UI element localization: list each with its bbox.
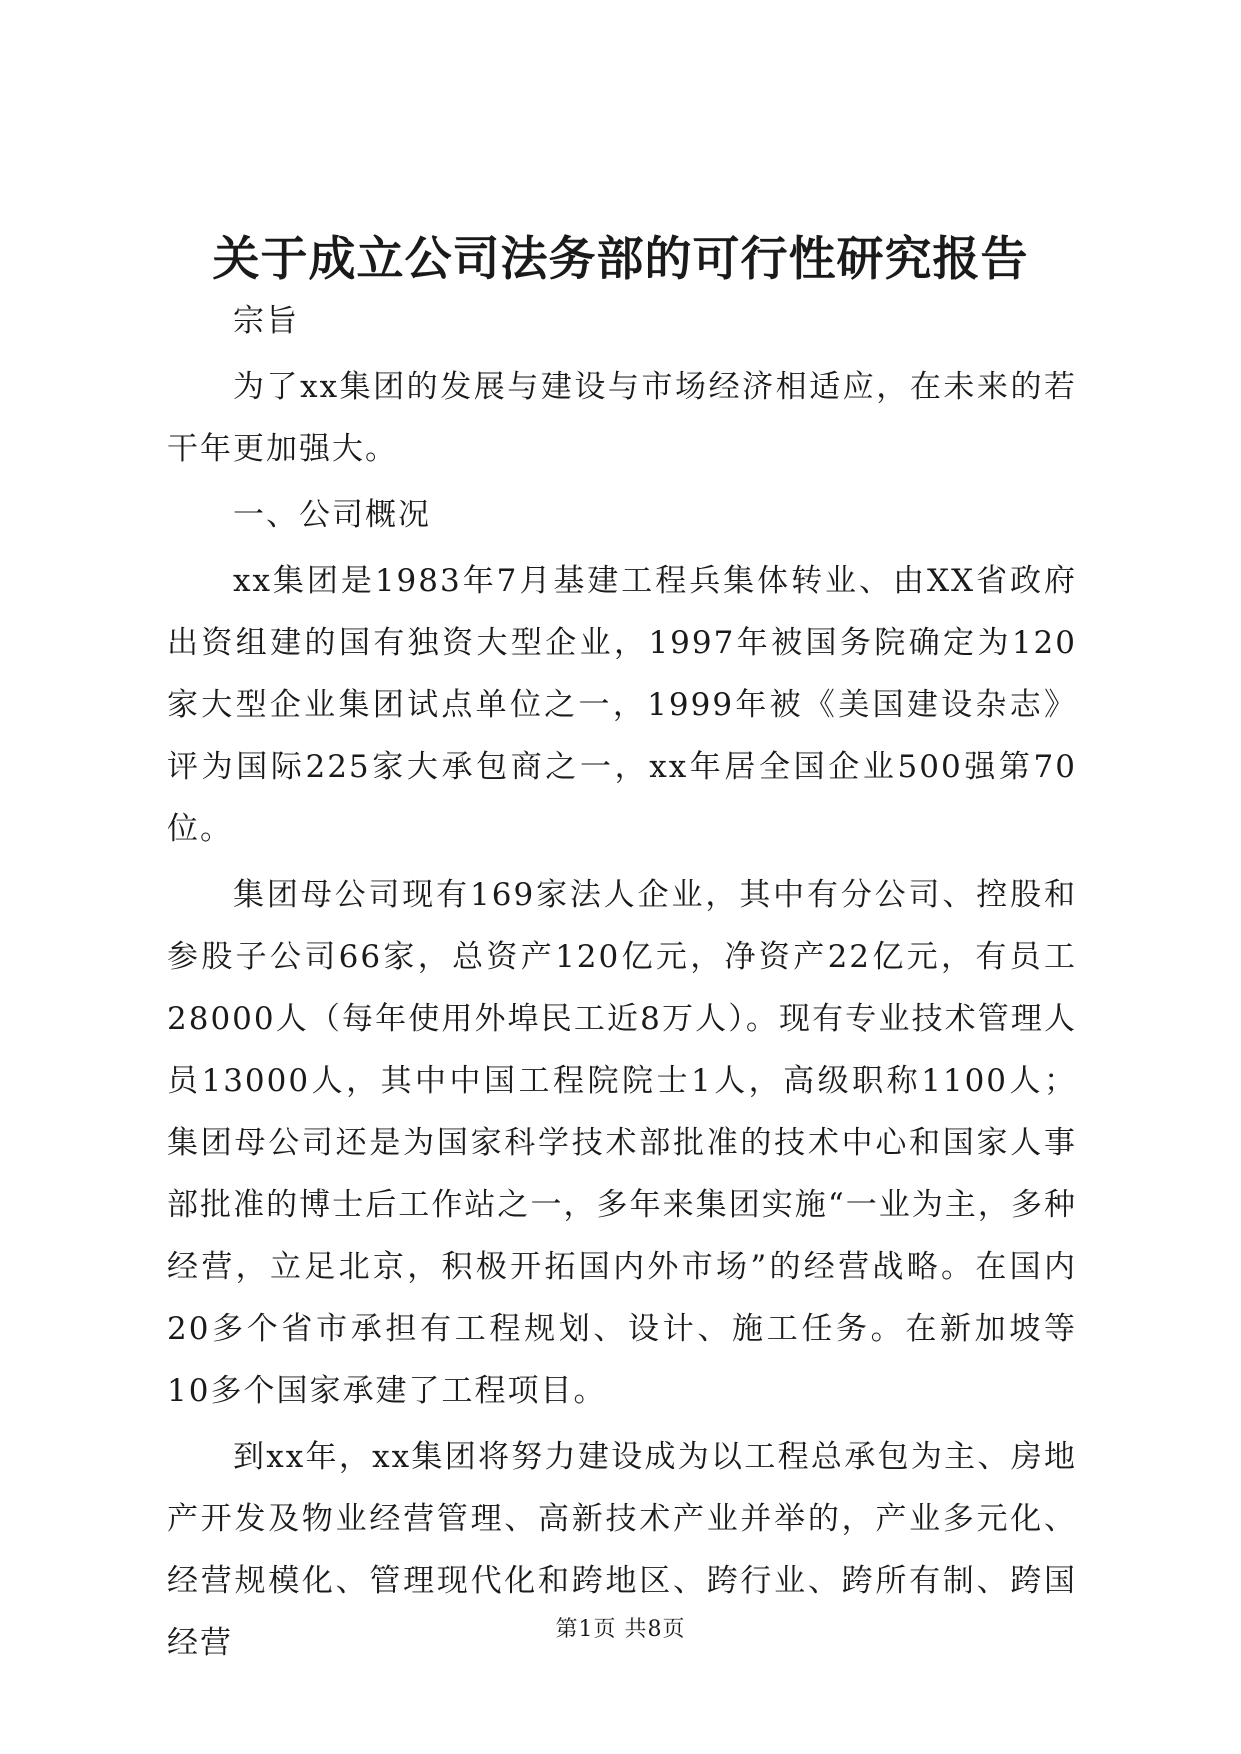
paragraph-company-scale: 集团母公司现有169家法人企业，其中有分公司、控股和参股子公司66家，总资产120亿元，净资产22亿元，有员工28000人（每年使用外埠民工近8万人）。现有专业技术管理人员13000人，其中中国工程院院士1人，高级职称1100人；集团母公司还是为国家科学技术部批准的技术中心和国家人事部批准的博士后工作站之一，多年来集团实施“一业为主，多种经营，立足北京，积极开拓国内外市场”的经营战略。在国内20多个省市承担有工程规划、设计、施工任务。在新加坡等10多个国家承建了工程项目。 [167, 877, 1077, 1409]
paragraph-section-heading: 一、公司概况 [233, 497, 431, 533]
paragraph-purpose-heading: 宗旨 [233, 303, 299, 339]
document-body [167, 290, 1077, 1678]
paragraph-purpose: 为了xx集团的发展与建设与市场经济相适应，在未来的若干年更加强大。 [167, 369, 1077, 467]
paragraph-company-history: xx集团是1983年7月基建工程兵集体转业、由XX省政府出资组建的国有独资大型企业，1997年被国务院确定为120家大型企业集团试点单位之一，1999年被《美国建设杂志》评为国际225家大承包商之一，xx年居全国企业500强第70位。 [167, 563, 1077, 847]
paragraph-company-goal: 到xx年，xx集团将努力建设成为以工程总承包为主、房地产开发及物业经营管理、高新技术产业并举的，产业多元化、经营规模化、管理现代化和跨地区、跨行业、跨所有制、跨国经营 [167, 1439, 1077, 1661]
document-title: 关于成立公司法务部的可行性研究报告 [212, 232, 1029, 287]
page-number-footer: 第1页 共8页 [555, 1617, 686, 1642]
